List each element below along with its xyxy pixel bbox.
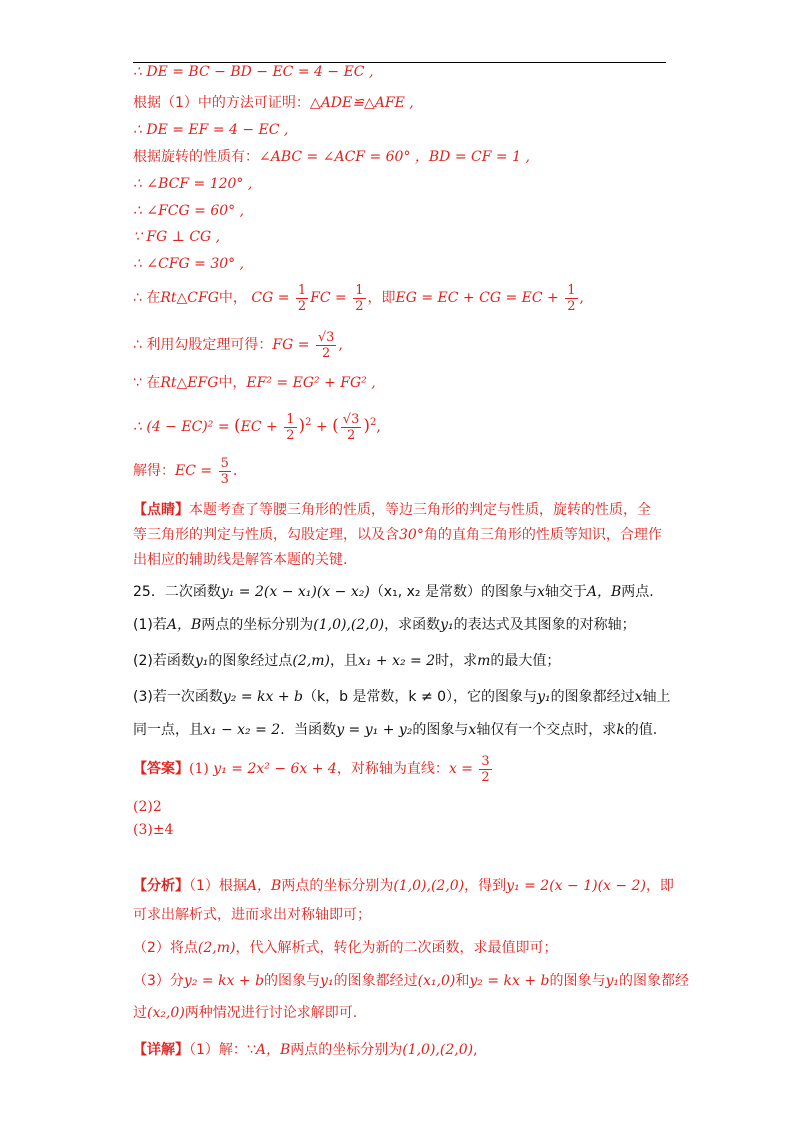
solution-line-1: ∴ DE = BC − BD − EC = 4 − EC , [133, 64, 374, 80]
solution-line-10: ∴ 利用勾股定理可得：FG = $\frac{√3}{2}$ , [133, 329, 343, 361]
solution-line-6: ∴ ∠FCG = 60° , [133, 203, 245, 219]
analysis-line-4: （3）分y₂ = kx + b的图象与y₁的图象都经过(x₁,0)和y₂ = kx + b的图象与y₁的图象都经 [133, 973, 690, 989]
solution-line-9: ∴ 在Rt△CFG中， CG = $\frac{1}{2}$ FC = $\frac{1}{2}$ ，即EG = EC + CG = EC + $\frac{1}{2}$ , [133, 282, 584, 314]
solution-line-5: ∴ ∠BCF = 120° , [133, 176, 253, 192]
solution-line-2: 根据（1）中的方法可证明：△ADE≌△AFE , [133, 95, 414, 111]
problem-25-part-3a: (3)若一次函数y₂ = kx + b（k，b 是常数，k ≠ 0），它的图象与y₁的图象都经过x轴上 [133, 689, 671, 705]
problem-25-stem: 25．二次函数y₁ = 2(x − x₁)(x − x₂)（x₁, x₂ 是常数）的图象与x轴交于A，B两点. [133, 584, 654, 600]
analysis-line-3: （2）将点(2,m)，代入解析式，转化为新的二次函数，求最值即可； [133, 940, 558, 956]
solution-line-3: ∴ DE = EF = 4 − EC , [133, 122, 289, 138]
analysis-line-5: 过(x₂,0)两种情况进行讨论求解即可. [133, 1005, 358, 1021]
solution-line-7: ∵ FG ⊥ CG , [133, 229, 221, 245]
answer-line-2: (2)2 [133, 799, 162, 815]
problem-25-part-1: (1)若A，B两点的坐标分别为(1,0),(2,0)，求函数y₁的表达式及其图象的对称轴； [133, 617, 636, 633]
solution-line-13: 解得：EC = $\frac{5}{3}$ . [133, 455, 238, 487]
analysis-line-2: 可求出解析式，进而求出对称轴即可； [133, 907, 371, 923]
solution-line-11: ∵ 在Rt△EFG中，EF² = EG² + FG² , [133, 375, 376, 391]
comment-paragraph: 【点睛】本题考查了等腰三角形的性质，等边三角形的判定与性质，旋转的性质，全 等三角形的判定与性质，勾股定理，以及含30°角的直角三角形的性质等知识，合理作 出相应的辅助线是解答本题的关键. [133, 502, 662, 568]
problem-25-part-2: (2)若函数y₁的图象经过点(2,m)，且x₁ + x₂ = 2时，求m的最大值； [133, 653, 561, 669]
answer-line-1: 【答案】(1) y₁ = 2x² − 6x + 4，对称轴为直线：x = $\frac{3}{2}$ [133, 753, 490, 785]
problem-25-part-3b: 同一点，且x₁ − x₂ = 2．当函数y = y₁ + y₂的图象与x轴仅有一个交点时，求k的值. [133, 722, 658, 738]
solution-line-8: ∴ ∠CFG = 30° , [133, 256, 245, 272]
answer-line-3: (3)±4 [133, 822, 174, 838]
solution-line-4: 根据旋转的性质有：∠ABC = ∠ACF = 60° ，BD = CF = 1 , [133, 149, 530, 165]
analysis-line-1: 【分析】（1）根据A，B两点的坐标分别为(1,0),(2,0)，得到y₁ = 2(x − 1)(x − 2)，即 [133, 878, 674, 894]
detail-line-1: 【详解】（1）解：∵A，B两点的坐标分别为(1,0),(2,0), [133, 1042, 478, 1058]
solution-line-12: ∴ (4 − EC)² = (EC + $\frac{1}{2}$ )$^2$ + ( $\frac{√3}{2}$ )$^2$, [133, 411, 381, 443]
